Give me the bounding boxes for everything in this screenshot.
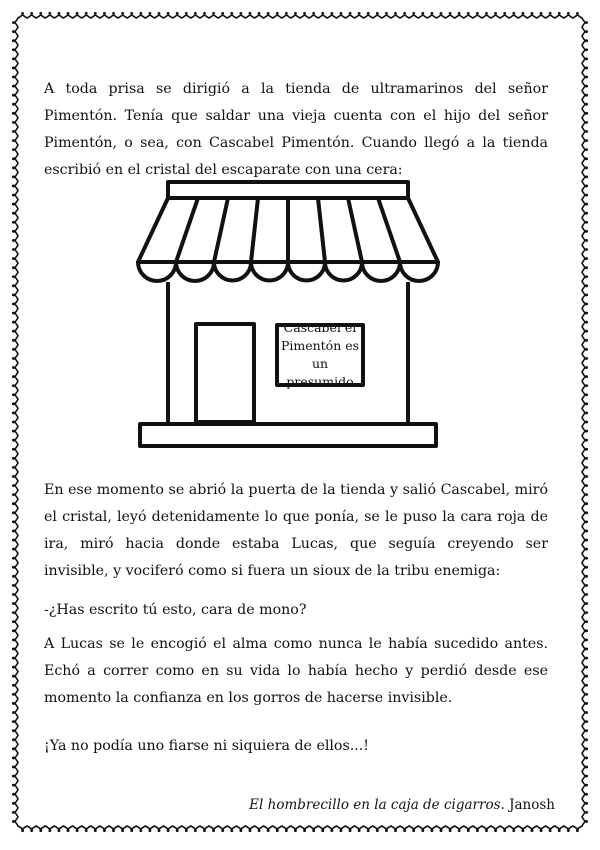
sign-line-1: Cascabel el: [283, 320, 357, 335]
shop-base: [140, 424, 436, 446]
shop-window-sign: [277, 320, 363, 389]
sign-line-3: un presumido: [286, 356, 354, 389]
paragraph-cascabel: En ese momento se abrió la puerta de la tienda y salió Cascabel, miró el cristal, leyó detenidamente lo que ponía, se le puso la cara roja de ira, miró hacia donde estaba Lucas, que seguía creyendo ser invisible, y vociferó como si fuera un sioux de la tribu enemiga:: [44, 482, 548, 579]
paragraph-closing: ¡Ya no podía uno fiarse ni siquiera de ellos...!: [44, 738, 369, 754]
shop-awning-scallops: [138, 262, 438, 281]
shop-door: [196, 324, 254, 422]
storefront-icon: [130, 176, 448, 452]
citation: [249, 796, 555, 814]
paragraph-intro: A toda prisa se dirigió a la tienda de ultramarinos del señor Pimentón. Tenía que saldar una vieja cuenta con el hijo del señor Pimentón, o sea, con Cascabel Pimentón. Cuando llegó a la tienda escribió en el cristal del escaparate con una cera:: [44, 81, 548, 178]
border-curl: [18, 826, 582, 831]
citation-work: El hombrecillo en la caja de cigarros.: [249, 797, 505, 813]
citation-author: Janosh: [509, 797, 555, 813]
paragraph-dialogue: -¿Has escrito tú esto, cara de mono?: [44, 602, 307, 618]
border-curl: [13, 18, 18, 826]
paragraph-lucas: A Lucas se le encogió el alma como nunca le había sucedido antes. Echó a correr como en su vida lo había hecho y perdió desde ese momento la confianza en los gorros de hacerse invisible.: [44, 636, 548, 706]
sign-line-2: Pimentón es: [280, 338, 360, 353]
border-curl: [18, 13, 582, 18]
shop-roof-bar: [168, 182, 408, 198]
border-curl: [582, 18, 587, 826]
